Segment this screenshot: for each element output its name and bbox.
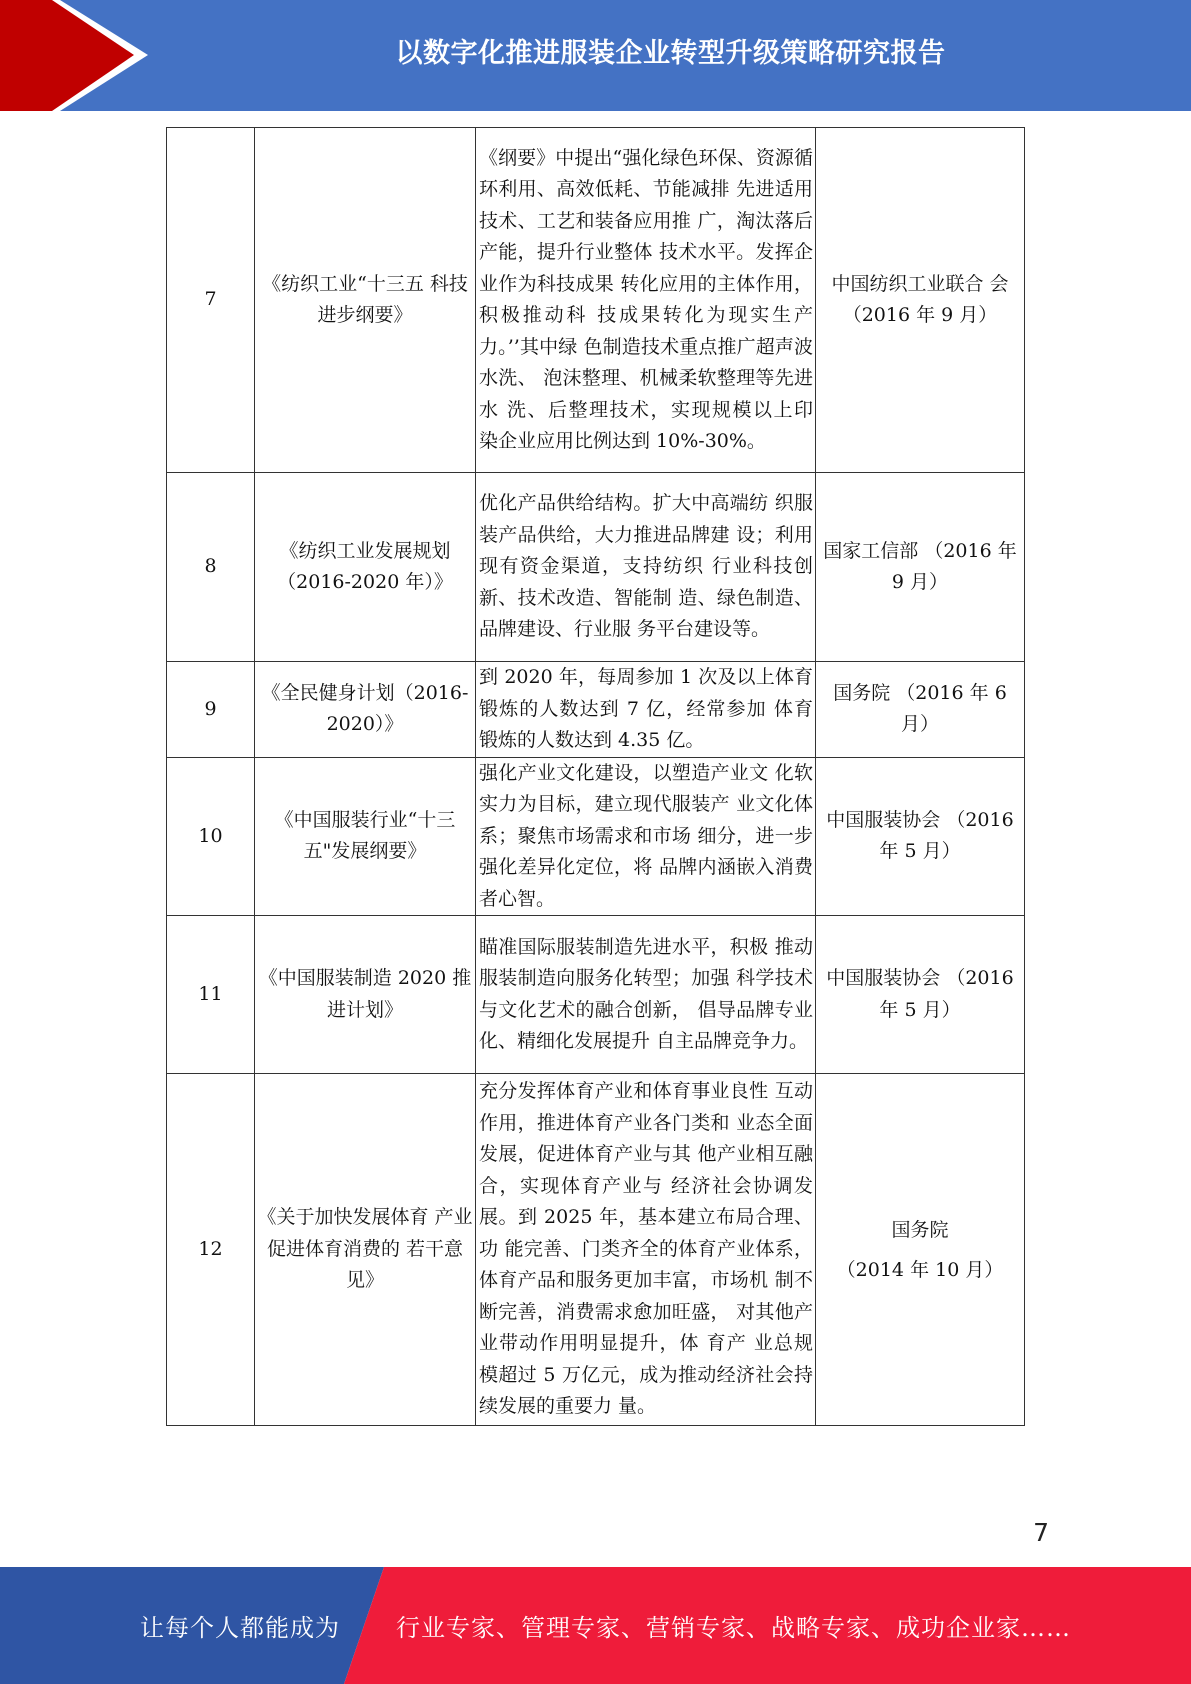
policy-name: 《中国服装制造 2020 推进计划》 bbox=[255, 916, 476, 1074]
table-row bbox=[167, 916, 1025, 1074]
policy-content: 瞄准国际服装制造先进水平，积极 推动服装制造向服务化转型；加强 科学技术与文化艺术的融合创新， 倡导品牌专业化、精细化发展提升 自主品牌竞争力。 bbox=[476, 916, 816, 1074]
table-row bbox=[167, 757, 1025, 916]
policy-name: 《全民健身计划（2016-2020）》 bbox=[255, 662, 476, 758]
footer-slogan-right: 行业专家、管理专家、营销专家、战略专家、成功企业家…… bbox=[396, 1614, 1071, 1642]
report-title: 以数字化推进服装企业转型升级策略研究报告 bbox=[395, 37, 946, 69]
chevron-arrow-icon bbox=[0, 0, 160, 111]
policy-content: 充分发挥体育产业和体育事业良性 互动作用，推进体育产业各门类和 业态全面发展，促进体育产业与其 他产业相互融合，实现体育产业与 经济社会协调发展。到 2025 年，基本建立布局合理、功 能完善、门类齐全的体育产业体系， 体育产品和服务更加丰富，市场机 制不断完善，消费需求愈加旺盛， 对其他产业带动作用明显提升，体 育产 业总规模超过 5 万亿元，成为推动经济社会持续发展的重要力 量。 bbox=[476, 1074, 816, 1426]
issuer-date: 中国服装协会 （2016 年 5 月） bbox=[816, 757, 1025, 916]
table-row bbox=[167, 473, 1025, 662]
table-row bbox=[167, 662, 1025, 758]
table-row bbox=[167, 1074, 1025, 1426]
issuer-date: 中国服装协会 （2016 年 5 月） bbox=[816, 916, 1025, 1074]
policy-name: 《关于加快发展体育 产业促进体育消费的 若干意见》 bbox=[255, 1074, 476, 1426]
row-number: 12 bbox=[167, 1074, 255, 1426]
issuer-name: 国务院 bbox=[891, 1218, 949, 1241]
row-number: 10 bbox=[167, 757, 255, 916]
page-number: 7 bbox=[1033, 1518, 1049, 1547]
row-number: 11 bbox=[167, 916, 255, 1074]
issuer-date bbox=[816, 1074, 1025, 1426]
policy-name: 《中国服装行业“十三 五"发展纲要》 bbox=[255, 757, 476, 916]
footer-band bbox=[0, 1567, 1191, 1684]
issue-date: （2014 年 10 月） bbox=[836, 1258, 1004, 1281]
table-row bbox=[167, 128, 1025, 473]
issuer-date: 国务院 （2016 年 6 月） bbox=[816, 662, 1025, 758]
policy-name: 《纺织工业发展规划（2016-2020 年）》 bbox=[255, 473, 476, 662]
row-number: 7 bbox=[167, 128, 255, 473]
policy-content: 优化产品供给结构。扩大中高端纺 织服装产品供给，大力推进品牌建 设；利用现有资金渠道，支持纺织 行业科技创新、技术改造、智能制 造、绿色制造、品牌建设、行业服 务平台建设等。 bbox=[476, 473, 816, 662]
issuer-date: 国家工信部 （2016 年 9 月） bbox=[816, 473, 1025, 662]
policy-content: 《纲要》中提出“强化绿色环保、资源循环利用、高效低耗、节能减排 先进适用技术、工艺和装备应用推 广，淘汰落后产能，提升行业整体 技术水平。发挥企业作为科技成果 转化应用的主体作用，积极推动科 技成果转化为现实生产力。’’其中绿 色制造技术重点推广超声波水洗、 泡沫整理、机械柔软整理等先进水 洗、后整理技术，实现规模以上印 染企业应用比例达到 10%-30%。 bbox=[476, 128, 816, 473]
policy-content: 强化产业文化建设，以塑造产业文 化软实力为目标，建立现代服装产 业文化体系；聚焦市场需求和市场 细分，进一步强化差异化定位，将 品牌内涵嵌入消费者心智。 bbox=[476, 757, 816, 916]
policy-content: 到 2020 年，每周参加 1 次及以上体育锻炼的人数达到 7 亿，经常参加 体育锻炼的人数达到 4.35 亿。 bbox=[476, 662, 816, 758]
policy-table bbox=[166, 127, 1025, 1426]
row-number: 8 bbox=[167, 473, 255, 662]
header-band bbox=[0, 0, 1191, 111]
policy-name: 《纺织工业“十三五 科技进步纲要》 bbox=[255, 128, 476, 473]
issuer-date: 中国纺织工业联合 会（2016 年 9 月） bbox=[816, 128, 1025, 473]
footer-slogan-left: 让每个人都能成为 bbox=[140, 1614, 340, 1642]
row-number: 9 bbox=[167, 662, 255, 758]
